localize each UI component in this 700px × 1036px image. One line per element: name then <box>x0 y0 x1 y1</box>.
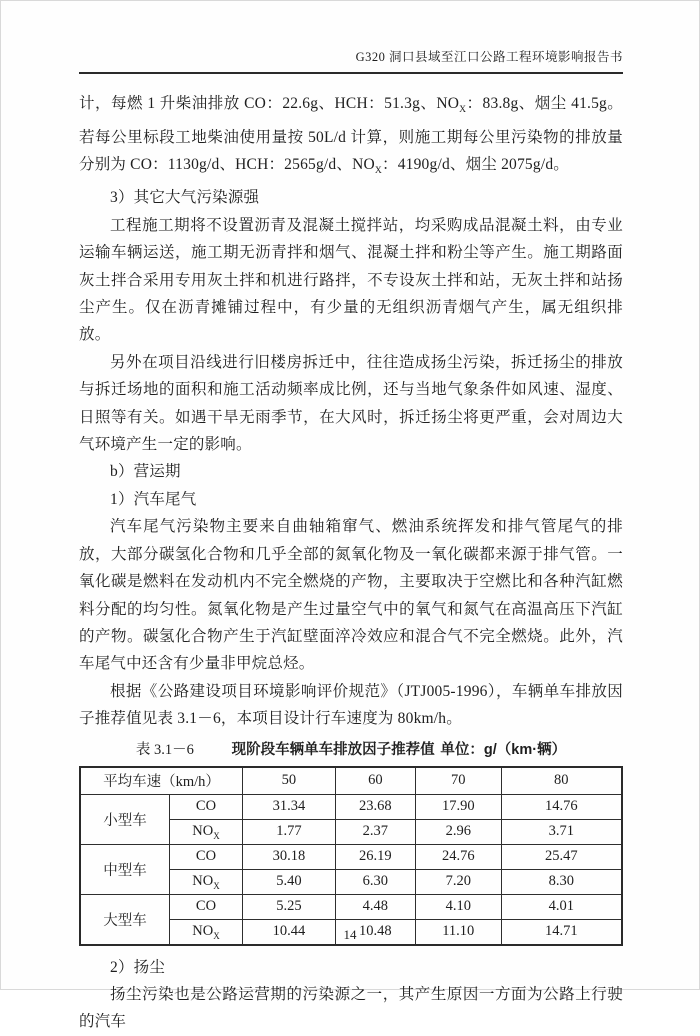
value-cell: 3.71 <box>501 819 622 844</box>
heading-vehicle-exhaust: 1）汽车尾气 <box>110 490 197 508</box>
value-cell: 5.40 <box>243 869 336 894</box>
value-cell: 4.01 <box>501 894 622 919</box>
value-cell: 14.71 <box>501 919 622 945</box>
paragraph-dust: 扬尘污染也是公路运营期的污染源之一，其产生原因一方面为公路上行驶的汽车 <box>79 985 623 1031</box>
value-cell: 26.19 <box>335 844 415 869</box>
table-row <box>80 844 622 869</box>
pollutant-cell: CO <box>169 794 242 819</box>
paragraph-demolition-dust: 另外在项目沿线进行旧楼房拆迁中，往往造成扬尘污染，拆迁扬尘的排放与拆迁场地的面积和施工活动频率成比例，还与当地气象条件如风速、湿度、日照等有关。如遇干旱无雨季节，在大风时，拆迁扬尘将更严重，会对周边大气环境产生一定的影响。 <box>79 353 623 454</box>
value-cell: 4.10 <box>415 894 501 919</box>
vehicle-type-cell-medium: 中型车 <box>80 844 169 894</box>
page-header <box>79 47 623 74</box>
pollutant-cell: CO <box>169 844 242 869</box>
value-cell: 7.20 <box>415 869 501 894</box>
pollutant-cell: CO <box>169 894 242 919</box>
pollutant-cell: $NO_X$ <box>169 819 242 844</box>
vehicle-type-cell-large: 大型车 <box>80 894 169 945</box>
speed-cell-50: 50 <box>243 767 336 795</box>
page-footer <box>1 927 699 943</box>
value-cell: 2.96 <box>415 819 501 844</box>
value-cell: 11.10 <box>415 919 501 945</box>
value-cell: 2.37 <box>335 819 415 844</box>
speed-cell-80: 80 <box>501 767 622 795</box>
heading-other-air-sources: 3）其它大气污染源强 <box>110 189 260 207</box>
table-caption-title: 现阶段车辆单车排放因子推荐值 <box>231 741 435 758</box>
page-number: 14 <box>343 927 357 942</box>
value-cell: 10.48 <box>335 919 415 945</box>
value-cell: 8.30 <box>501 869 622 894</box>
value-cell: 5.25 <box>243 894 336 919</box>
value-cell: 1.77 <box>243 819 336 844</box>
paragraph-exhaust-pollutants: 汽车尾气污染物主要来自曲轴箱窜气、燃油系统挥发和排气管尾气的排放，大部分碳氢化合物和几乎全部的氮氧化物及一氧化碳都来源于排气管。一氧化碳是燃料在发动机内不完全燃烧的产物，主要取决于空燃比和各种汽缸燃料分配的均匀性。氮氧化物是产生过量空气中的氧气和氮气在高温高压下汽缸的产物。碳氢化合物产生于汽缸壁面淬冷效应和混合气不完全燃烧。此外，汽车尾气中还含有少量非甲烷总烃。 <box>79 518 623 673</box>
emission-factor-table <box>79 766 623 946</box>
table-row <box>80 794 622 819</box>
value-cell: 17.90 <box>415 794 501 819</box>
pollutant-cell: $NO_X$ <box>169 869 242 894</box>
value-cell: 6.30 <box>335 869 415 894</box>
heading-dust: 2）扬尘 <box>110 958 166 976</box>
speed-cell-60: 60 <box>335 767 415 795</box>
paragraph-diesel-emissions: 计，每燃 1 升柴油排放 CO：22.6g、HCH：51.3g、$NO_X$：83.8g、烟尘 41.5g。若每公里标段工地柴油使用量按 50L/d 计算，则施工期每公里污染物的排放量分别为 CO：1130g/d、HCH：2565g/d、$NO_X$：4190g/d、烟尘 2075g/d。 <box>79 95 623 176</box>
value-cell: 31.34 <box>243 794 336 819</box>
pollutant-cell: $NO_X$ <box>169 919 242 945</box>
value-cell: 25.47 <box>501 844 622 869</box>
value-cell: 4.48 <box>335 894 415 919</box>
speed-cell-70: 70 <box>415 767 501 795</box>
value-cell: 30.18 <box>243 844 336 869</box>
table-caption-label: 表 3.1－6 <box>135 741 194 758</box>
paragraph-standard-reference: 根据《公路建设项目环境影响评价规范》（JTJ005-1996），车辆单车排放因子推荐值见表 3.1－6，本项目设计行车速度为 80km/h。 <box>79 682 623 728</box>
page-content <box>79 90 623 1036</box>
value-cell: 24.76 <box>415 844 501 869</box>
heading-operation-period: b）营运期 <box>110 463 181 481</box>
table-caption <box>79 739 623 761</box>
value-cell: 23.68 <box>335 794 415 819</box>
vehicle-type-cell-small: 小型车 <box>80 794 169 844</box>
report-title: G320 洞口县域至江口公路工程环境影响报告书 <box>355 50 623 64</box>
table-row <box>80 894 622 919</box>
value-cell: 10.44 <box>243 919 336 945</box>
table-header-row <box>80 767 622 795</box>
speed-header-cell: 平均车速（km/h） <box>80 767 243 795</box>
paragraph-construction-mixing: 工程施工期将不设置沥青及混凝土搅拌站，均采购成品混凝土料，由专业运输车辆运送，施工期无沥青拌和烟气、混凝土拌和粉尘等产生。施工期路面灰土拌合采用专用灰土拌和机进行路拌，不专设灰土拌和站，无灰土拌和站扬尘产生。仅在沥青摊铺过程中，有少量的无组织沥青烟气产生，属无组织排放。 <box>79 216 623 344</box>
table-caption-unit: 单位：g/（km·辆） <box>440 741 567 758</box>
value-cell: 14.76 <box>501 794 622 819</box>
